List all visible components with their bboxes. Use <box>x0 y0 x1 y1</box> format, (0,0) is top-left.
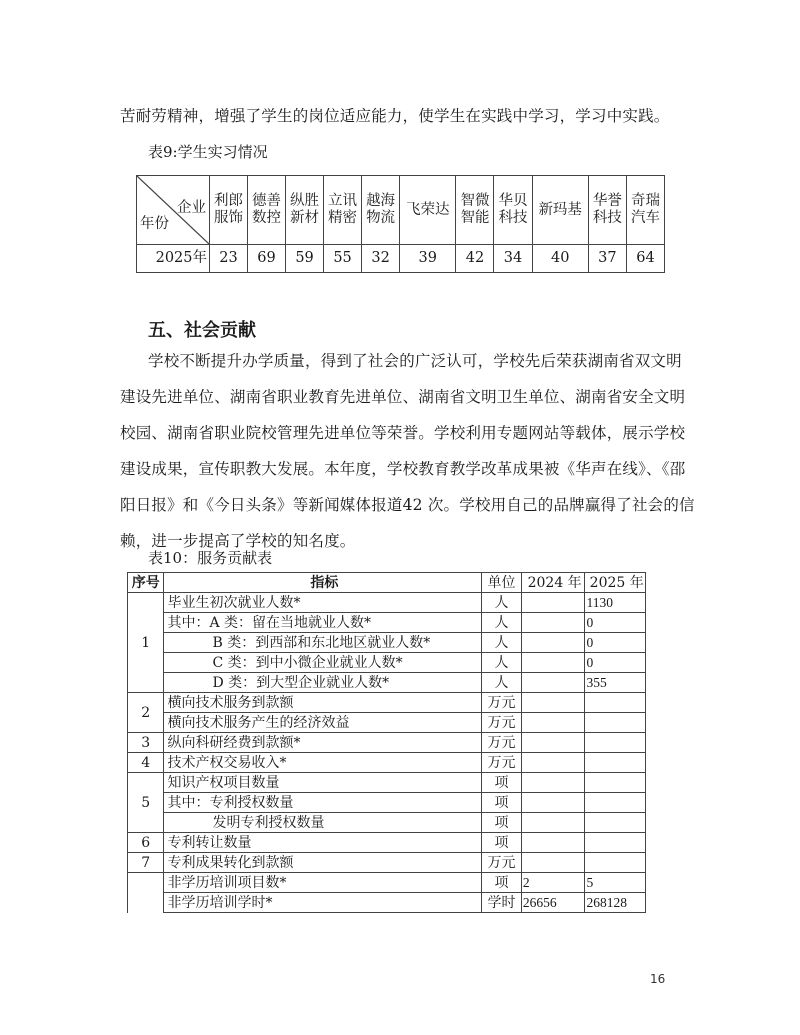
company-header-cell <box>456 176 494 245</box>
unit-cell: 万元 <box>482 733 522 753</box>
indicator-cell: 专利转让数量 <box>164 833 482 853</box>
section-paragraph-line: 阳日报》和《今日头条》等新闻媒体报道42 次。学校用自己的品牌赢得了社会的信 <box>120 496 695 514</box>
value-2024-cell <box>521 793 585 813</box>
section-paragraph-line: 建设成果，宣传职教大发展。本年度，学校教育教学改革成果被《华声在线》、《邵 <box>120 460 686 478</box>
unit-cell: 学时 <box>482 893 522 913</box>
table-row <box>128 633 646 653</box>
indicator-cell: 知识产权项目数量 <box>164 773 482 793</box>
indicator-cell: C 类：到中小微企业就业人数* <box>164 653 482 673</box>
value-2024-cell <box>521 693 585 713</box>
intern-count-cell: 59 <box>286 245 324 273</box>
company-name-line: 纵胜 <box>290 193 320 209</box>
value-2025-cell <box>585 753 646 773</box>
company-header-cell <box>324 176 362 245</box>
header-unit: 单位 <box>482 573 522 593</box>
company-name-line: 数控 <box>252 210 282 226</box>
value-2024-cell <box>521 753 585 773</box>
indicator-cell: 横向技术服务产生的经济效益 <box>164 713 482 733</box>
row-number-cell: 4 <box>128 753 164 773</box>
company-name-line: 服饰 <box>214 210 243 226</box>
company-name-line: 华贝 <box>498 193 528 209</box>
unit-cell: 人 <box>482 673 522 693</box>
table9-caption: 表9:学生实习情况 <box>148 143 268 161</box>
value-2025-cell: 355 <box>585 673 646 693</box>
unit-cell: 万元 <box>482 753 522 773</box>
company-name-line: 智微 <box>460 193 490 209</box>
value-2025-cell <box>585 853 646 873</box>
indicator-cell: 技术产权交易收入* <box>164 753 482 773</box>
corner-year-label: 年份 <box>140 216 169 232</box>
table-row <box>128 833 646 853</box>
value-2025-cell: 0 <box>585 613 646 633</box>
table-row <box>128 893 646 913</box>
company-name-line: 奇瑞 <box>630 193 660 209</box>
internship-table <box>136 175 665 273</box>
value-2025-cell <box>585 833 646 853</box>
page-number: 16 <box>650 972 666 986</box>
table-row <box>128 613 646 633</box>
indicator-cell: B 类：到西部和东北地区就业人数* <box>164 633 482 653</box>
row-number-cell: 2 <box>128 693 164 733</box>
row-number-cell: 6 <box>128 833 164 853</box>
unit-cell: 人 <box>482 613 522 633</box>
table-row <box>128 873 646 893</box>
table-row <box>128 673 646 693</box>
unit-cell: 万元 <box>482 853 522 873</box>
company-header-cell <box>626 176 664 245</box>
intern-count-cell: 40 <box>532 245 588 273</box>
value-2024-cell <box>521 713 585 733</box>
table-row <box>128 753 646 773</box>
table10-caption: 表10：服务贡献表 <box>148 549 273 567</box>
indicator-cell: 纵向科研经费到款额* <box>164 733 482 753</box>
value-2025-cell <box>585 773 646 793</box>
unit-cell: 项 <box>482 793 522 813</box>
indicator-cell: 横向技术服务到款额 <box>164 693 482 713</box>
unit-cell: 人 <box>482 593 522 613</box>
intern-count-cell: 64 <box>626 245 664 273</box>
company-name-line: 新玛基 <box>538 201 582 218</box>
value-2024-cell <box>521 733 585 753</box>
indicator-cell: 非学历培训项目数* <box>164 873 482 893</box>
value-2025-cell <box>585 793 646 813</box>
value-2024-cell <box>521 593 585 613</box>
intern-count-cell: 32 <box>362 245 400 273</box>
table-row <box>128 733 646 753</box>
row-number-cell: 3 <box>128 733 164 753</box>
company-name-line: 越海 <box>366 193 396 209</box>
indicator-cell: 非学历培训学时* <box>164 893 482 913</box>
value-2024-cell <box>521 653 585 673</box>
year-cell: 2025年 <box>137 245 210 273</box>
indicator-cell: D 类：到大型企业就业人数* <box>164 673 482 693</box>
value-2025-cell <box>585 813 646 833</box>
intern-count-cell: 69 <box>248 245 286 273</box>
unit-cell: 万元 <box>482 713 522 733</box>
section-paragraph-line: 建设先进单位、湖南省职业教育先进单位、湖南省文明卫生单位、湖南省安全文明 <box>120 388 686 406</box>
company-header-cell <box>400 176 456 245</box>
unit-cell: 人 <box>482 633 522 653</box>
value-2025-cell: 5 <box>585 873 646 893</box>
indicator-cell: 其中：A 类：留在当地就业人数* <box>164 613 482 633</box>
intern-count-cell: 37 <box>588 245 626 273</box>
section-paragraph-line: 赖，进一步提高了学校的知名度。 <box>120 532 356 550</box>
company-name-line: 华誉 <box>592 193 622 209</box>
company-name-line: 立讯 <box>328 193 358 209</box>
row-number-cell <box>128 873 164 913</box>
intern-count-cell: 42 <box>456 245 494 273</box>
value-2024-cell <box>521 773 585 793</box>
paragraph-top: 苦耐劳精神，增强了学生的岗位适应能力，使学生在实践中学习，学习中实践。 <box>120 107 670 125</box>
company-header-cell <box>286 176 324 245</box>
table-row <box>128 793 646 813</box>
company-name-line: 科技 <box>592 210 622 226</box>
table10-header-row <box>128 573 646 593</box>
indicator-cell: 其中：专利授权数量 <box>164 793 482 813</box>
header-2025: 2025 年 <box>585 573 646 593</box>
header-indicator: 指标 <box>164 573 482 593</box>
intern-count-cell: 23 <box>210 245 248 273</box>
value-2025-cell: 1130 <box>585 593 646 613</box>
value-2025-cell: 0 <box>585 653 646 673</box>
section-paragraph-line: 学校不断提升办学质量，得到了社会的广泛认可，学校先后荣获湖南省双文明 <box>148 352 682 370</box>
company-name-line: 物流 <box>366 210 396 226</box>
company-name-line: 科技 <box>498 210 528 226</box>
intern-count-cell: 55 <box>324 245 362 273</box>
unit-cell: 项 <box>482 813 522 833</box>
service-contribution-table <box>127 572 646 913</box>
value-2024-cell: 26656 <box>521 893 585 913</box>
company-name-line: 新材 <box>290 210 320 226</box>
value-2024-cell <box>521 673 585 693</box>
unit-cell: 项 <box>482 873 522 893</box>
company-header-cell <box>362 176 400 245</box>
header-2024: 2024 年 <box>521 573 585 593</box>
table-row <box>128 653 646 673</box>
company-header-cell <box>588 176 626 245</box>
indicator-cell: 发明专利授权数量 <box>164 813 482 833</box>
company-name-line: 德善 <box>252 193 282 209</box>
table9-data-row <box>137 245 665 273</box>
indicator-cell: 毕业生初次就业人数* <box>164 593 482 613</box>
unit-cell: 项 <box>482 833 522 853</box>
value-2025-cell: 268128 <box>585 893 646 913</box>
value-2024-cell <box>521 633 585 653</box>
company-header-cell <box>248 176 286 245</box>
table-row <box>128 773 646 793</box>
value-2025-cell <box>585 693 646 713</box>
corner-company-label: 企业 <box>177 200 206 216</box>
value-2025-cell <box>585 733 646 753</box>
row-number-cell: 1 <box>128 593 164 693</box>
company-name-line: 利郎 <box>214 193 243 209</box>
indicator-cell: 专利成果转化到款额 <box>164 853 482 873</box>
table-row <box>128 593 646 613</box>
company-name-line: 飞荣达 <box>406 201 450 218</box>
intern-count-cell: 39 <box>400 245 456 273</box>
header-no: 序号 <box>128 573 164 593</box>
section-paragraph-line: 校园、湖南省职业院校管理先进单位等荣誉。学校利用专题网站等载体，展示学校 <box>120 424 686 442</box>
value-2024-cell <box>521 613 585 633</box>
value-2025-cell: 0 <box>585 633 646 653</box>
row-number-cell: 7 <box>128 853 164 873</box>
value-2024-cell: 2 <box>521 873 585 893</box>
company-name-line: 精密 <box>328 210 358 226</box>
value-2025-cell <box>585 713 646 733</box>
table9-corner-cell <box>137 176 210 245</box>
unit-cell: 项 <box>482 773 522 793</box>
value-2024-cell <box>521 813 585 833</box>
value-2024-cell <box>521 853 585 873</box>
company-name-line: 智能 <box>460 210 490 226</box>
row-number-cell: 5 <box>128 773 164 833</box>
table-row <box>128 713 646 733</box>
intern-count-cell: 34 <box>494 245 532 273</box>
unit-cell: 万元 <box>482 693 522 713</box>
company-header-cell <box>210 176 248 245</box>
company-header-cell <box>494 176 532 245</box>
section-heading: 五、社会贡献 <box>148 320 256 341</box>
table9-header-row <box>137 176 665 245</box>
company-header-cell <box>532 176 588 245</box>
table-row <box>128 693 646 713</box>
company-name-line: 汽车 <box>630 210 660 226</box>
value-2024-cell <box>521 833 585 853</box>
table-row <box>128 813 646 833</box>
table-row <box>128 853 646 873</box>
unit-cell: 人 <box>482 653 522 673</box>
